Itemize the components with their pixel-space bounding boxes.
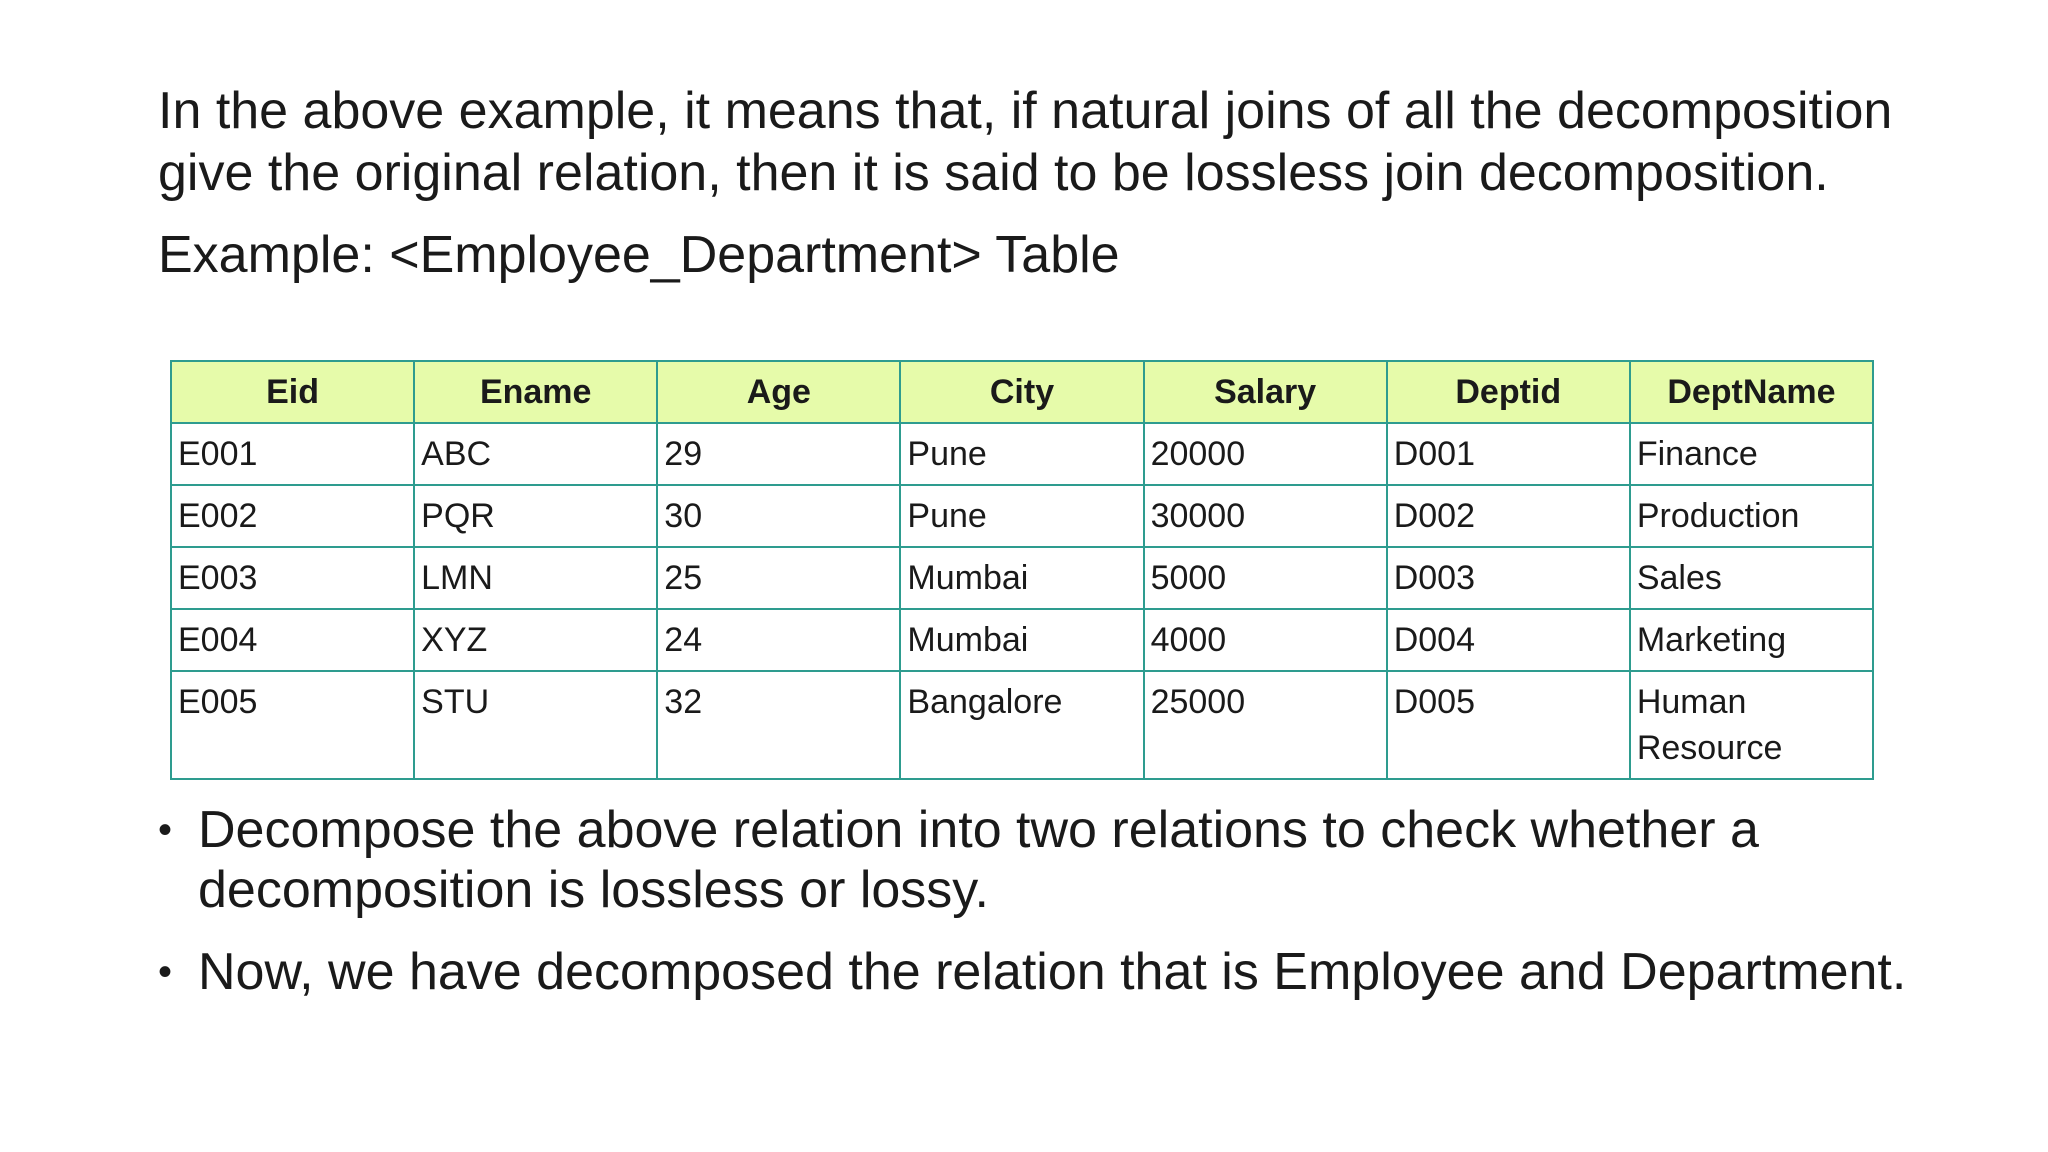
bullet-text: Decompose the above relation into two relations to check whether a decomposition is lossless or lossy. (198, 801, 1759, 919)
table-cell: E005 (171, 671, 414, 779)
table-row (171, 609, 1873, 671)
table-row (171, 547, 1873, 609)
table-cell: Pune (900, 423, 1143, 485)
bullet-item (158, 800, 1938, 920)
table-cell: 29 (657, 423, 900, 485)
table-cell: D001 (1387, 423, 1630, 485)
table-cell: E001 (171, 423, 414, 485)
table-cell: 30 (657, 485, 900, 547)
table-cell: STU (414, 671, 657, 779)
column-header-ename: Ename (414, 361, 657, 423)
employee-department-table (170, 360, 1874, 780)
bullet-marker: • (158, 808, 173, 852)
table-cell: 4000 (1144, 609, 1387, 671)
table-cell: D002 (1387, 485, 1630, 547)
table-cell: E003 (171, 547, 414, 609)
table-cell: Production (1630, 485, 1873, 547)
table-cell: D004 (1387, 609, 1630, 671)
table-cell: Bangalore (900, 671, 1143, 779)
column-header-salary: Salary (1144, 361, 1387, 423)
example-label: Example: <Employee_Department> Table (158, 226, 1120, 284)
table-cell: Marketing (1630, 609, 1873, 671)
table-cell: Pune (900, 485, 1143, 547)
table-cell: 32 (657, 671, 900, 779)
table-cell: 30000 (1144, 485, 1387, 547)
table-cell: D003 (1387, 547, 1630, 609)
bullet-text: Now, we have decomposed the relation that is Employee and Department. (198, 943, 1907, 1001)
table-cell: Human Resource (1630, 671, 1873, 779)
table-cell: Mumbai (900, 609, 1143, 671)
table-cell: XYZ (414, 609, 657, 671)
table-cell: E002 (171, 485, 414, 547)
table-cell: D005 (1387, 671, 1630, 779)
table-cell: 5000 (1144, 547, 1387, 609)
table-row (171, 423, 1873, 485)
table-header-row (171, 361, 1873, 423)
bullet-item (158, 942, 1938, 1002)
table-row (171, 485, 1873, 547)
table-row (171, 671, 1873, 779)
intro-paragraph: In the above example, it means that, if natural joins of all the decomposition give the original relation, then it is said to be lossless join decomposition. (158, 82, 1893, 202)
column-header-city: City (900, 361, 1143, 423)
table-cell: E004 (171, 609, 414, 671)
column-header-eid: Eid (171, 361, 414, 423)
table-cell: 24 (657, 609, 900, 671)
table-cell: 25000 (1144, 671, 1387, 779)
table-cell: PQR (414, 485, 657, 547)
table-cell: LMN (414, 547, 657, 609)
table-cell: 20000 (1144, 423, 1387, 485)
bullet-marker: • (158, 950, 173, 994)
column-header-age: Age (657, 361, 900, 423)
table-cell: Mumbai (900, 547, 1143, 609)
table-cell: ABC (414, 423, 657, 485)
column-header-deptid: Deptid (1387, 361, 1630, 423)
bullet-list (158, 800, 1938, 1024)
table-cell: Finance (1630, 423, 1873, 485)
table-cell: Sales (1630, 547, 1873, 609)
table-cell: 25 (657, 547, 900, 609)
column-header-deptname: DeptName (1630, 361, 1873, 423)
